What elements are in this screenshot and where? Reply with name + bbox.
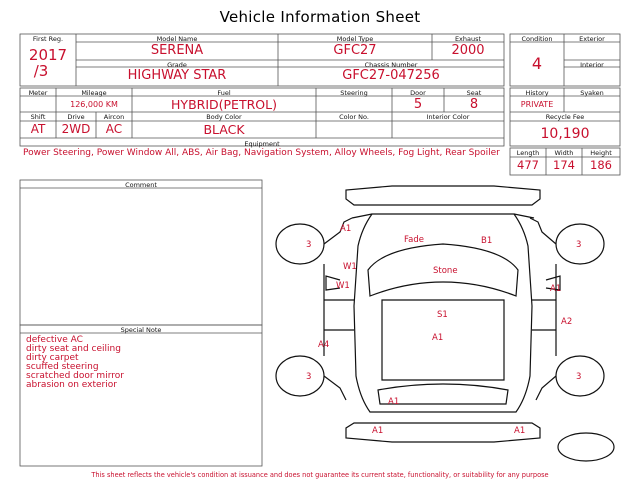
- seat-value: 8: [469, 97, 479, 112]
- drive-label: Drive: [67, 113, 85, 121]
- damage-mark-fade: Fade: [404, 235, 424, 245]
- damage-mark-tire-fl: 3: [306, 240, 312, 250]
- history-value: PRIVATE: [520, 100, 554, 109]
- aircon-label: Aircon: [103, 113, 125, 121]
- damage-mark-bottom-left-a1: A1: [372, 426, 384, 436]
- damage-mark-left-a4: A4: [318, 340, 330, 350]
- body-color-label: Body Color: [206, 113, 242, 121]
- special-note-item: scuffed steering: [26, 362, 99, 372]
- exhaust-value: 2000: [451, 43, 485, 58]
- fuel-label: Fuel: [217, 89, 231, 97]
- damage-mark-bottom-right-a1: A1: [514, 426, 526, 436]
- damage-mark-s1: S1: [437, 310, 448, 320]
- damage-mark-right-a2: A2: [561, 317, 573, 327]
- seat-label: Seat: [466, 89, 482, 97]
- interior-color-label: Interior Color: [426, 113, 470, 121]
- equipment-label: Equipment: [244, 139, 280, 148]
- special-note-item: defective AC: [26, 335, 83, 345]
- height-label: Height: [590, 149, 612, 157]
- model-type-label: Model Type: [336, 35, 374, 43]
- chassis-number-label: Chassis Number: [364, 61, 418, 69]
- steering-label: Steering: [340, 89, 368, 97]
- sheet-title: Vehicle Information Sheet: [219, 8, 421, 26]
- damage-mark-right-a1: A1: [550, 284, 562, 294]
- model-name-value: SERENA: [150, 43, 204, 58]
- door-label: Door: [410, 89, 426, 97]
- meter-label: Meter: [28, 89, 48, 97]
- height-value: 186: [590, 158, 612, 172]
- special-note-item: dirty carpet: [26, 353, 79, 363]
- body-color-value: BLACK: [203, 122, 245, 137]
- special-note-label: Special Note: [120, 326, 162, 334]
- grade-value: HIGHWAY STAR: [127, 68, 227, 83]
- damage-mark-tire-fr: 3: [576, 240, 582, 250]
- comment-label: Comment: [125, 181, 157, 189]
- exhaust-label: Exhaust: [454, 35, 482, 43]
- length-label: Length: [516, 149, 540, 157]
- first-reg-month: /3: [33, 62, 49, 80]
- chassis-number-value: GFC27-047256: [342, 68, 440, 83]
- aircon-value: AC: [105, 122, 123, 136]
- mileage-label: Mileage: [81, 89, 107, 97]
- damage-mark-w1-left: W1: [336, 281, 350, 291]
- shift-value: AT: [30, 122, 46, 136]
- damage-mark-rear-a1: A1: [388, 397, 400, 407]
- damage-mark-front-a1: A1: [340, 224, 352, 234]
- special-note-item: dirty seat and ceiling: [26, 344, 121, 354]
- condition-value: 4: [531, 54, 543, 73]
- disclaimer-footer: This sheet reflects the vehicle's condition at issuance and does not guarantee its current state, functionality, or suitability for any purpose: [91, 471, 549, 479]
- special-note-item: abrasion on exterior: [26, 380, 117, 390]
- model-type-value: GFC27: [333, 43, 377, 58]
- width-value: 174: [553, 158, 575, 172]
- recycle-fee-label: Recycle Fee: [545, 113, 585, 121]
- door-value: 5: [413, 97, 423, 112]
- damage-mark-center-a1: A1: [432, 333, 444, 343]
- recycle-fee-value: 10,190: [540, 126, 590, 142]
- grade-label: Grade: [167, 61, 187, 69]
- color-no-label: Color No.: [339, 113, 369, 121]
- equipment-text: Power Steering, Power Window All, ABS, Air Bag, Navigation System, Alloy Wheels, Fog Light, Rear Spoiler: [23, 148, 500, 158]
- condition-label: Condition: [521, 35, 553, 43]
- first-reg-label: First Reg.: [32, 35, 64, 43]
- damage-mark-tire-rl: 3: [306, 372, 312, 382]
- shift-label: Shift: [30, 113, 46, 121]
- fuel-value: HYBRID(PETROL): [171, 97, 277, 112]
- model-name-label: Model Name: [156, 35, 198, 43]
- damage-mark-stone: Stone: [433, 266, 458, 276]
- damage-mark-w1-top: W1: [343, 262, 357, 272]
- width-label: Width: [554, 149, 574, 157]
- exterior-label: Exterior: [579, 35, 605, 43]
- interior-label: Interior: [580, 61, 604, 69]
- special-note-item: scratched door mirror: [26, 371, 124, 381]
- drive-value: 2WD: [61, 122, 91, 136]
- damage-mark-b1: B1: [481, 236, 493, 246]
- damage-mark-tire-rr: 3: [576, 372, 582, 382]
- mileage-value: 126,000 KM: [70, 100, 118, 109]
- history-label: History: [525, 89, 549, 97]
- first-reg-year: 2017: [28, 46, 68, 64]
- length-value: 477: [517, 158, 539, 172]
- syaken-label: Syaken: [580, 89, 604, 97]
